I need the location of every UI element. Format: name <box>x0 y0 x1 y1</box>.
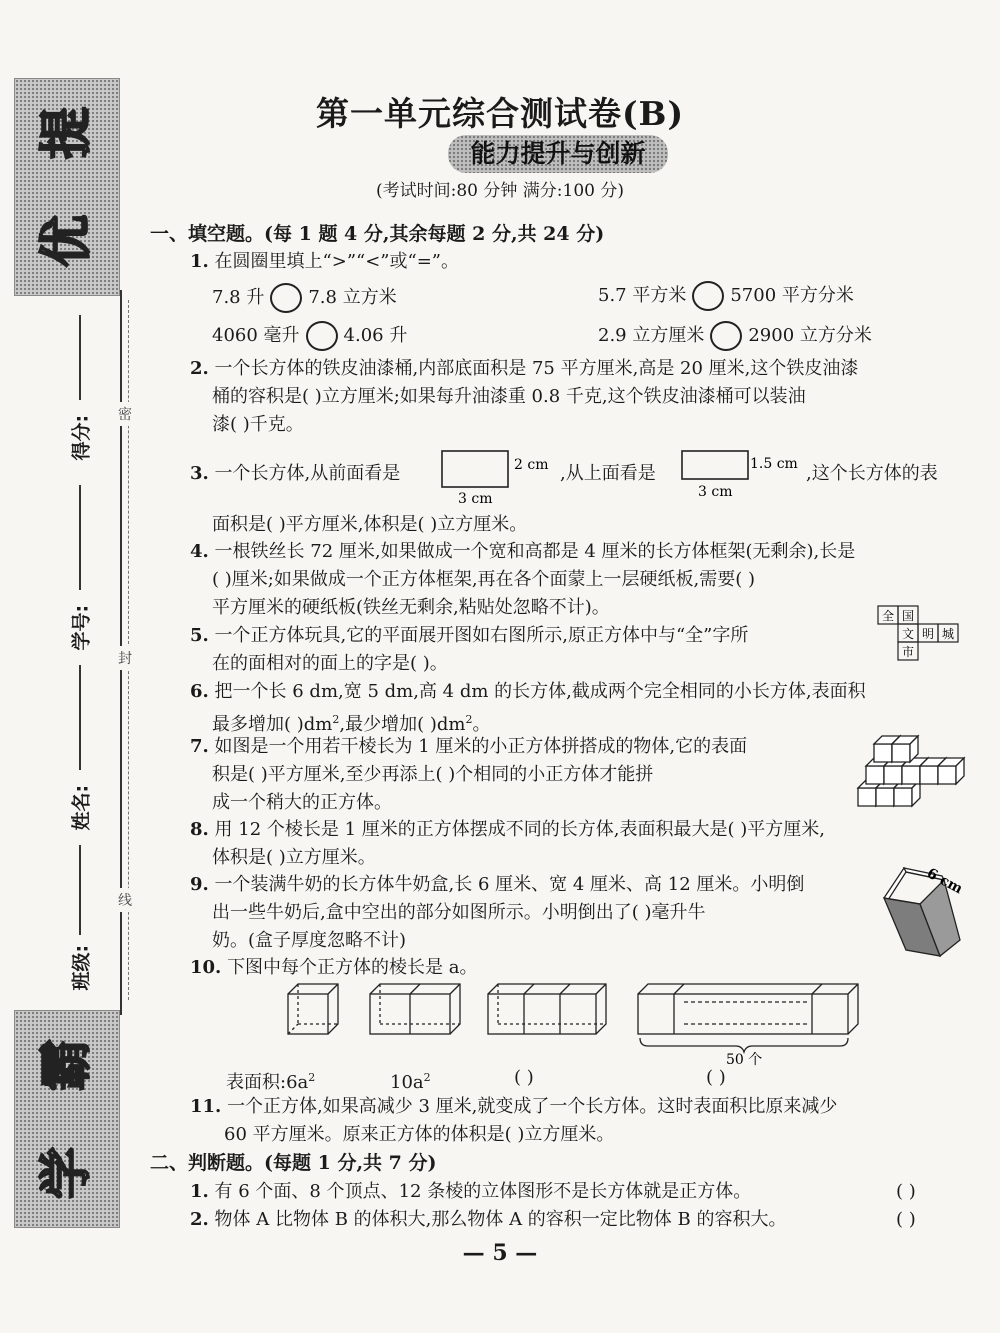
question-2-line: 桶的容积是( )立方厘米;如果每升油漆重 0.8 千克,这个铁皮油漆桶可以装油 <box>212 386 806 407</box>
score-field[interactable] <box>79 315 81 400</box>
question-11-line: 60 平方厘米。原来正方体的体积是( )立方厘米。 <box>224 1124 615 1145</box>
compare-item: 7.8 升 7.8 立方米 <box>212 283 397 313</box>
section-heading: 二、判断题。(每题 1 分,共 7 分) <box>150 1152 437 1174</box>
question-3-part: ,从上面看是 <box>560 463 656 484</box>
question-4-line: 平方厘米的硬纸板(铁丝无剩余,粘贴处忽略不计)。 <box>212 597 610 618</box>
compare-circle[interactable] <box>692 281 724 311</box>
question-7-line: 成一个稍大的正方体。 <box>212 792 392 813</box>
cube-front <box>488 994 596 1034</box>
page-title: 第一单元综合测试卷(B) <box>315 94 685 133</box>
question-8: 8. 用 12 个棱长是 1 厘米的正方体摆成不同的长方体,表面积最大是( )平方厘米, <box>190 819 825 840</box>
front-width-label: 3 cm <box>458 491 493 507</box>
score-label: 得分: <box>70 414 93 461</box>
class-field[interactable] <box>79 845 81 935</box>
name-label: 姓名: <box>70 784 93 831</box>
question-7: 7. 如图是一个用若干棱长为 1 厘米的小正方体拼搭成的物体,它的表面 <box>190 736 748 757</box>
brand-char: 提 <box>36 106 97 160</box>
question-3: 3. 一个长方体,从前面看是 <box>190 463 401 484</box>
question-6-line: 最多增加( )$dm^2$,最少增加( )$dm^2$。 <box>212 713 491 735</box>
question-5: 5. 一个正方体玩具,它的平面展开图如右图所示,原正方体中与“全”字所 <box>190 625 749 646</box>
net-char: 市 <box>901 645 915 659</box>
question-9: 9. 一个装满牛奶的长方体牛奶盒,长 6 厘米、宽 4 厘米、高 12 厘米。小明倒 <box>190 874 805 895</box>
page-number: — 5 — <box>462 1240 538 1266</box>
brand-char: 霸 <box>36 1038 97 1092</box>
surface-area-answer: 表面积$:6a^2$ <box>226 1071 316 1093</box>
compare-item: 2.9 立方厘米 2900 立方分米 <box>598 321 872 351</box>
count-brace <box>640 1038 848 1052</box>
net-char: 文 <box>901 627 915 641</box>
compare-circle[interactable] <box>306 321 338 351</box>
student-id-label: 学号: <box>70 604 93 651</box>
compare-circle[interactable] <box>710 321 742 351</box>
top-view-rect <box>682 451 748 479</box>
name-field[interactable] <box>79 665 81 770</box>
answer-blank[interactable]: ( ) <box>514 1067 534 1088</box>
question-8-line: 体积是( )立方厘米。 <box>212 847 376 868</box>
question-2: 2. 一个长方体的铁皮油漆桶,内部底面积是 75 平方厘米,高是 20 厘米,这个铁皮油漆 <box>190 358 859 379</box>
top-height-label: 1.5 cm <box>750 456 798 472</box>
question-2-line: 漆( )千克。 <box>212 414 304 435</box>
front-view-figure <box>438 448 558 508</box>
front-view-rect <box>442 451 508 487</box>
question-4-line: ( )厘米;如果做成一个正方体框架,再在各个面蒙上一层硬纸板,需要( ) <box>212 569 756 590</box>
exam-info: (考试时间:80 分钟 满分:100 分) <box>375 181 624 201</box>
brand-char: 学 <box>36 1146 97 1200</box>
question-4: 4. 一根铁丝长 72 厘米,如果做成一个宽和高都是 4 厘米的长方体框架(无剩余),长是 <box>190 541 856 562</box>
question-11: 11. 一个正方体,如果高减少 3 厘米,就变成了一个长方体。这时表面积比原来减少 <box>190 1096 838 1117</box>
section-heading: 一、填空题。(每 1 题 4 分,其余每题 2 分,共 24 分) <box>150 223 605 245</box>
compare-item: 5.7 平方米 5700 平方分米 <box>598 281 854 311</box>
top-width-label: 3 cm <box>698 484 733 500</box>
surface-area-answer: $10a^2$ <box>390 1071 431 1093</box>
front-height-label: 2 cm <box>514 457 549 473</box>
net-char: 明 <box>921 627 935 641</box>
student-id-field[interactable] <box>79 485 81 590</box>
question-5-line: 在的面相对的面上的字是( )。 <box>212 653 448 674</box>
judge-item: 1. 有 6 个面、8 个顶点、12 条棱的立体图形不是长方体就是正方体。 <box>190 1181 752 1202</box>
judge-item: 2. 物体 A 比物体 B 的体积大,那么物体 A 的容积一定比物体 B 的容积大。 <box>190 1209 787 1230</box>
question-9-line: 出一些牛奶后,盒中空出的部分如图所示。小明倒出了( )毫升牛 <box>212 902 706 923</box>
milk-box-label: 6 cm <box>924 865 966 898</box>
question-7-line: 积是( )平方厘米,至少再添上( )个相同的小正方体才能拼 <box>212 764 654 785</box>
judge-blank[interactable]: ( ) <box>896 1181 916 1202</box>
question-1: 1. 在圆圈里填上“>”“<”或“=”。 <box>190 251 459 272</box>
brand-char: 优 <box>36 214 97 268</box>
question-9-line: 奶。(盒子厚度忽略不计) <box>212 930 407 951</box>
net-char: 国 <box>901 609 915 623</box>
stacked-cubes-figure <box>852 722 972 810</box>
question-10: 10. 下图中每个正方体的棱长是 a。 <box>190 957 478 978</box>
seal-char: 线 <box>118 888 132 912</box>
question-3-line: 面积是( )平方厘米,体积是( )立方厘米。 <box>212 514 528 535</box>
question-6: 6. 把一个长 6 dm,宽 5 dm,高 4 dm 的长方体,截成两个完全相同的小长方体,表面积 <box>190 681 866 702</box>
answer-blank[interactable]: ( ) <box>706 1067 726 1088</box>
brand-box-bottom <box>14 1010 120 1228</box>
judge-blank[interactable]: ( ) <box>896 1209 916 1230</box>
net-char: 城 <box>941 627 955 641</box>
compare-item: 4060 毫升 4.06 升 <box>212 321 407 351</box>
subtitle-badge: 能力提升与创新 <box>448 135 668 173</box>
cube-net-figure <box>874 604 964 666</box>
seal-char: 封 <box>118 646 132 670</box>
top-view-figure <box>678 448 808 504</box>
net-char: 全 <box>881 609 895 623</box>
milk-box-figure <box>880 856 980 972</box>
class-label: 班级: <box>70 944 93 991</box>
cube-front <box>638 994 848 1034</box>
cube-count-label: 50 个 <box>726 1052 763 1066</box>
seal-char: 密 <box>118 402 132 426</box>
question-3-part: ,这个长方体的表 <box>806 463 938 484</box>
compare-circle[interactable] <box>270 283 302 313</box>
cube-sequence-figure <box>284 978 864 1066</box>
